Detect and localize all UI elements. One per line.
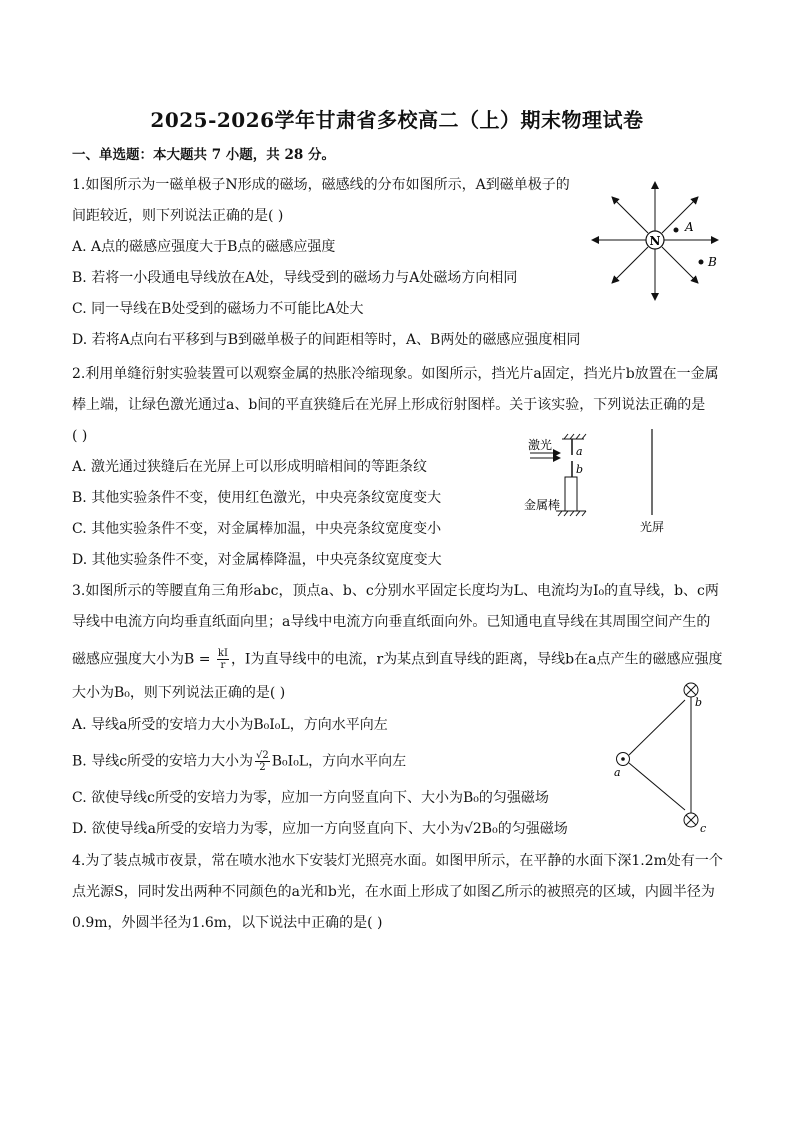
q1-fig-point-a <box>674 228 679 233</box>
q2-fig-label-a: a <box>576 445 583 458</box>
q4-stem-line1: 4.为了装点城市夜景，常在喷水池水下安装灯光照亮水面。如图甲所示，在平静的水面下深1.2m处有一个 <box>72 853 723 869</box>
q2-diffraction-figure <box>520 425 700 540</box>
q2-option-c: C. 其他实验条件不变，对金属棒加温，中央亮条纹宽度变小 <box>72 521 442 537</box>
page-title: 2025-2026学年甘肃省多校高二（上）期末物理试卷 <box>150 108 644 132</box>
q1-option-c: C. 同一导线在B处受到的磁场力不可能比A处大 <box>72 301 364 317</box>
q1-fig-label-a: A <box>685 220 694 234</box>
q2-option-a: A. 激光通过狭缝后在光屏上可以形成明暗相间的等距条纹 <box>72 459 428 475</box>
q2-stem-line3: ( ) <box>72 428 88 444</box>
q3-option-b-suffix: B₀I₀L，方向水平向左 <box>271 753 407 770</box>
q3-option-b-prefix: B. 导线c所受的安培力大小为 <box>72 753 254 770</box>
q3-formula-denominator: r <box>220 660 226 671</box>
q1-fig-label-b: B <box>708 255 717 269</box>
q3-option-d: D. 欲使导线a所受的安培力为零，应加一方向竖直向下、大小为√2B₀的匀强磁场 <box>72 821 568 837</box>
q3-triangle-figure <box>608 680 718 840</box>
q1-stem-line2: 间距较近，则下列说法正确的是( ) <box>72 208 284 224</box>
q4-stem-line3: 0.9m，外圆半径为1.6m，以下说法中正确的是( ) <box>72 915 383 931</box>
q2-stem-line2: 棒上端，让绿色激光通过a、b间的平直狭缝后在光屏上形成衍射图样。关于该实验，下列说法正确的是 <box>72 397 706 413</box>
q3-stem-line1: 3.如图所示的等腰直角三角形abc，顶点a、b、c分别水平固定长度均为L、电流均为I₀的直导线，b、c两 <box>72 583 719 599</box>
q2-fig-label-screen: 光屏 <box>640 520 665 534</box>
q3-option-b-denominator: 2 <box>259 762 266 773</box>
q3-fig-label-a: a <box>614 766 621 779</box>
q3-fig-label-c: c <box>700 822 707 835</box>
q3-option-b-fraction <box>255 750 270 773</box>
q2-fig-label-rod: 金属棒 <box>524 498 561 512</box>
q3-formula-suffix: ，I为直导线中的电流，r为某点到直导线的距离，导线b在a点产生的磁感应强度 <box>230 651 723 668</box>
q1-option-b: B. 若将一小段通电导线放在A处，导线受到的磁场力与A处磁场方向相同 <box>72 270 518 286</box>
q2-option-b: B. 其他实验条件不变，使用红色激光，中央亮条纹宽度变大 <box>72 490 442 506</box>
q1-fig-point-b <box>699 260 704 265</box>
q4-stem-line2: 点光源S，同时发出两种不同颜色的a光和b光，在水面上形成了如图乙所示的被照亮的区域，内圆半径为 <box>72 884 715 900</box>
q3-stem-line2: 导线中电流方向均垂直纸面向里；a导线中电流方向垂直纸面向外。已知通电直导线在其周围空间产生的 <box>72 614 711 630</box>
q1-option-d: D. 若将A点向右平移到与B到磁单极子的间距相等时，A、B两处的磁感应强度相同 <box>72 332 581 348</box>
q3-option-c: C. 欲使导线c所受的安培力为零，应加一方向竖直向下、大小为B₀的匀强磁场 <box>72 790 549 806</box>
q1-stem-line1: 1.如图所示为一磁单极子N形成的磁场，磁感线的分布如图所示，A到磁单极子的 <box>72 177 570 193</box>
q3-formula-numerator: kI <box>217 648 228 659</box>
q3-option-a: A. 导线a所受的安培力大小为B₀I₀L，方向水平向左 <box>72 717 388 733</box>
q2-fig-label-laser: 激光 <box>528 438 553 452</box>
q2-fig-label-b: b <box>576 463 584 476</box>
q3-formula-prefix: 磁感应强度大小为B = <box>72 651 215 668</box>
q3-fig-label-b: b <box>695 696 703 709</box>
q3-stem-line3 <box>72 648 722 671</box>
q3-stem-line4: 大小为B₀，则下列说法正确的是( ) <box>72 685 286 701</box>
q2-stem-line1: 2.利用单缝衍射实验装置可以观察金属的热胀冷缩现象。如图所示，挡光片a固定，挡光片b放置在一金属 <box>72 366 719 382</box>
q1-option-a: A. A点的磁感应强度大于B点的磁感应强度 <box>72 239 336 255</box>
q1-monopole-figure <box>588 180 728 305</box>
section-heading-single-choice: 一、单选题：本大题共 7 小题，共 28 分。 <box>72 147 335 163</box>
q3-option-b-numerator: √2 <box>256 750 269 761</box>
q2-option-d: D. 其他实验条件不变，对金属棒降温，中央亮条纹宽度变大 <box>72 552 442 568</box>
q1-fig-label-n: N <box>649 234 661 248</box>
q3-formula-fraction <box>217 648 229 671</box>
q3-option-b <box>72 750 406 773</box>
